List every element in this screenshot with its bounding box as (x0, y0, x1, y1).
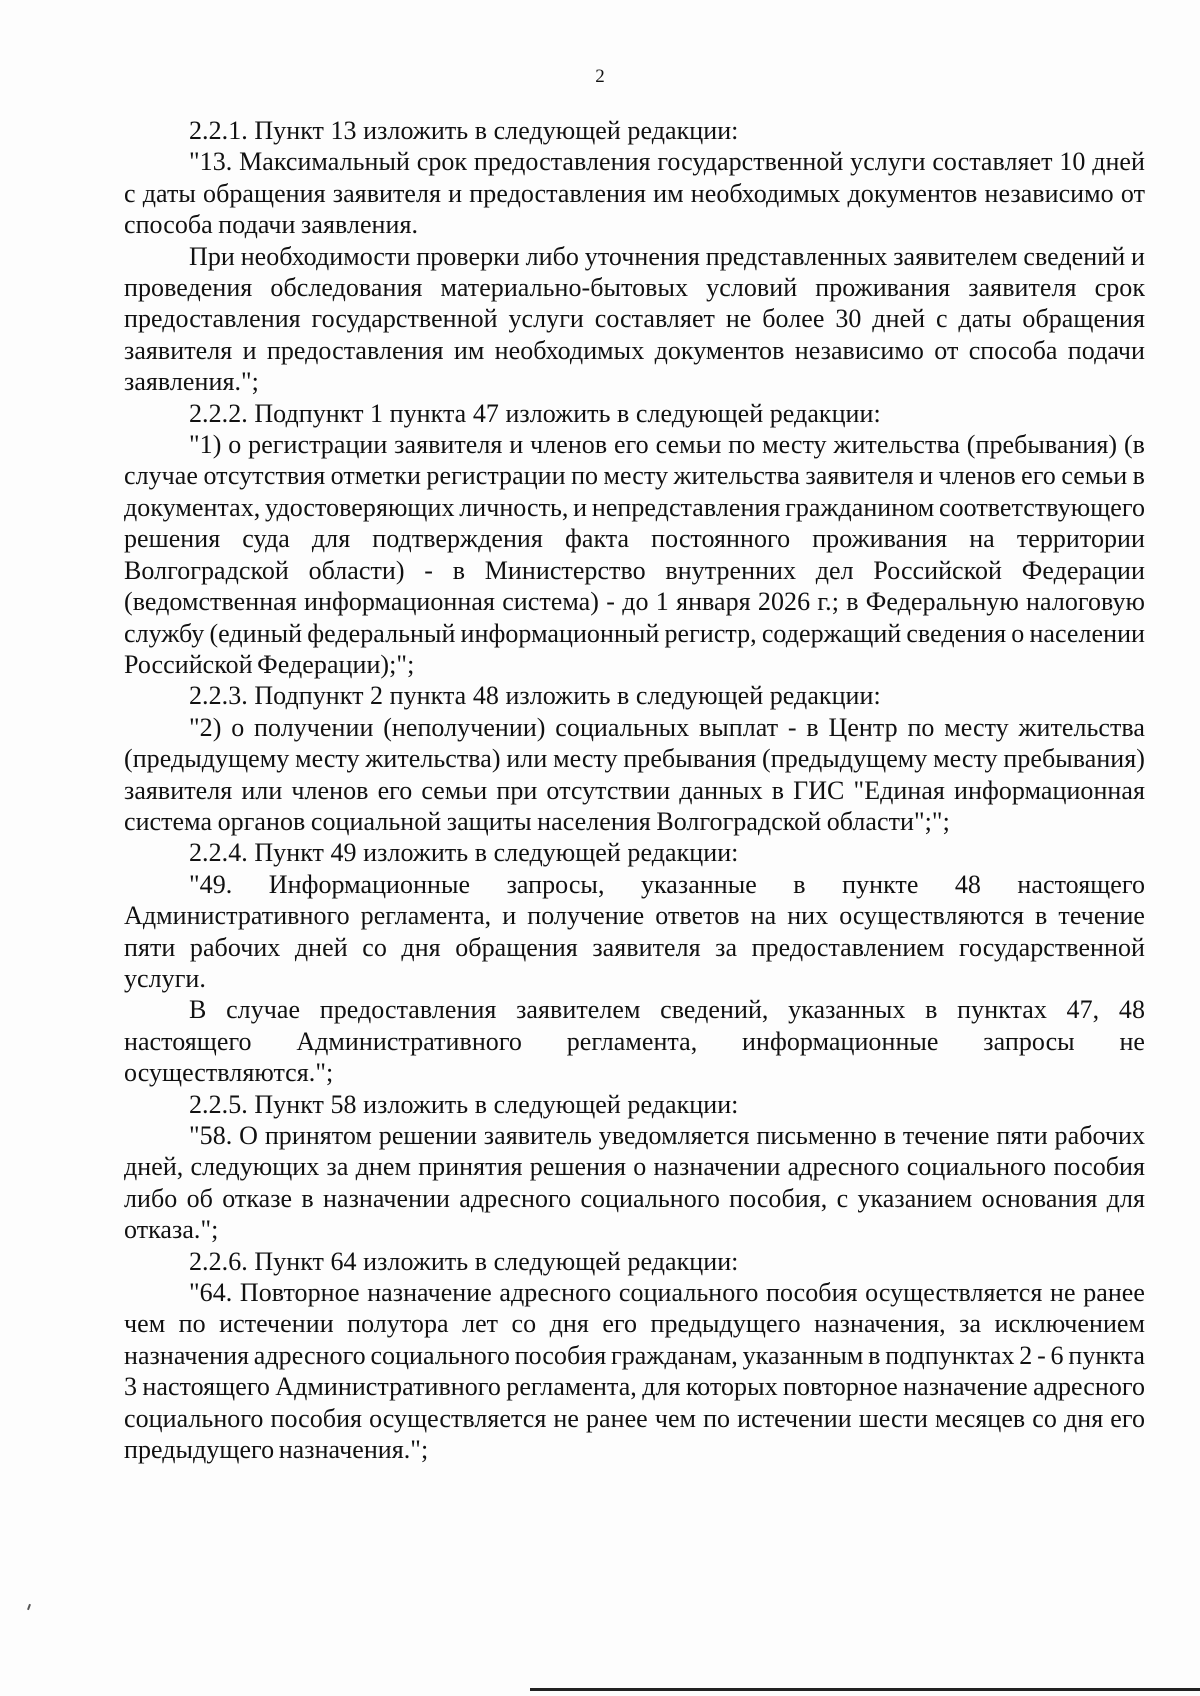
paragraph-subitem-1-item-47: "1) о регистрации заявителя и членов его семьи по месту жительства (пребывания) (в случае отсутствия отметки регистрации по месту жительства заявителя и членов его семьи в документах, удостоверяющих личность, и непредставления гражданином соответствующего решения суда для подтверждения факта постоянного проживания на территории Волгоградской области) - в Министерство внутренних дел Российской Федерации (ведомственная информационная система) - до 1 января 2026 г.; в Федеральную налоговую службу (единый федеральный информационный регистр, содержащий сведения о населении Российской Федерации);"; (124, 430, 1145, 679)
document-body (124, 115, 1145, 1465)
page-number: 2 (595, 66, 605, 87)
paragraph-subitem-2-item-48: "2) о получении (неполучении) социальных выплат - в Центр по месту жительства (предыдущему месту жительства) или месту пребывания (предыдущему месту пребывания) заявителя или членов его семьи при отсутствии данных в ГИС "Единая информационная система органов социальной защиты населения Волгоградской области";"; (124, 712, 1145, 836)
paragraph-item-49-continued: В случае предоставления заявителем сведений, указанных в пунктах 47, 48 настоящего Административного регламента, информационные запросы не осуществляются."; (124, 995, 1145, 1088)
paragraph-item-58: "58. О принятом решении заявитель уведомляется письменно в течение пяти рабочих дней, следующих за днем принятия решения о назначении адресного социального пособия либо об отказе в назначении адресного социального пособия, с указанием основания для отказа."; (124, 1121, 1145, 1245)
scan-edge-mark (530, 1688, 1200, 1691)
paragraph-2-2-6-heading: 2.2.6. Пункт 64 изложить в следующей редакции: (189, 1246, 739, 1276)
scan-speck (27, 1604, 31, 1610)
paragraph-2-2-5-heading: 2.2.5. Пункт 58 изложить в следующей редакции: (189, 1089, 739, 1119)
paragraph-item-64: "64. Повторное назначение адресного социального пособия осуществляется не ранее чем по истечении полутора лет со дня его предыдущего назначения, за исключением назначения адресного социального пособия гражданам, указанным в подпунктах 2 - 6 пункта 3 настоящего Административного регламента, для которых повторное назначение адресного социального пособия осуществляется не ранее чем по истечении шести месяцев со дня его предыдущего назначения."; (124, 1278, 1145, 1465)
paragraph-2-2-2-heading: 2.2.2. Подпункт 1 пункта 47 изложить в следующей редакции: (189, 398, 881, 428)
paragraph-2-2-1-heading: 2.2.1. Пункт 13 изложить в следующей редакции: (189, 116, 739, 145)
paragraph-2-2-3-heading: 2.2.3. Подпункт 2 пункта 48 изложить в следующей редакции: (189, 681, 881, 711)
paragraph-2-2-4-heading: 2.2.4. Пункт 49 изложить в следующей редакции: (189, 838, 739, 868)
paragraph-item-13: "13. Максимальный срок предоставления государственной услуги составляет 10 дней с даты обращения заявителя и предоставления им необходимых документов независимо от способа подачи заявления. (124, 147, 1145, 240)
paragraph-item-13-continued: При необходимости проверки либо уточнения представленных заявителем сведений и проведения обследования материально-бытовых условий проживания заявителя срок предоставления государственной услуги составляет не более 30 дней с даты обращения заявителя и предоставления им необходимых документов независимо от способа подачи заявления."; (124, 241, 1145, 397)
paragraph-item-49: "49. Информационные запросы, указанные в пункте 48 настоящего Административного регламента, и получение ответов на них осуществляются в течение пяти рабочих дней со дня обращения заявителя за предоставлением государственной услуги. (124, 869, 1145, 993)
